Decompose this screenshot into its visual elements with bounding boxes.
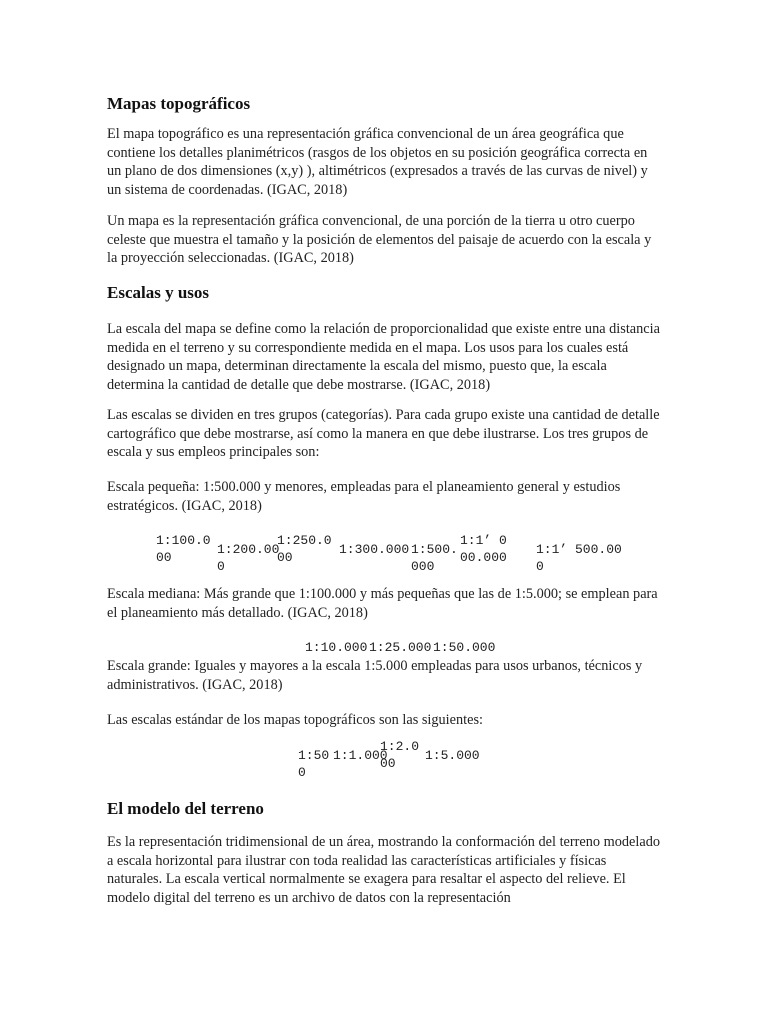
paragraph-escala-mediana: Escala mediana: Más grande que 1:100.000 y más pequeñas que las de 1:5.000; se emplean para el planeamiento más detallado. (IGAC, 2018) xyxy=(107,586,658,621)
paragraph-escala-definicion: La escala del mapa se define como la relación de proporcionalidad que existe entre una distancia medida en el terreno y su correspondiente medida en el mapa. Los usos para los cuales está designado un mapa, determinan directamente la escala del mismo, puesto que, la escala determina la cantidad de detalle que debe mostrarse. (IGAC, 2018) xyxy=(107,321,660,393)
scale-cell: 1:500 xyxy=(298,748,330,780)
scale-cell: 1:500.000 xyxy=(411,542,458,574)
scale-cell: 1:250.000 xyxy=(277,533,332,565)
paragraph-mapa-representacion: Un mapa es la representación gráfica convencional, de una porción de la tierra u otro cuerpo celeste que muestra el tamaño y la posición de elementos del paisaje de acuerdo con la escala y la proyección seleccionadas. (IGAC, 2018) xyxy=(107,213,652,267)
paragraph-modelo-terreno: Es la representación tridimensional de un área, mostrando la conformación del terreno modelado a escala horizontal para ilustrar con toda realidad las características artificiales y físicas naturales. La escala vertical normalmente se exagera para resaltar el aspecto del relieve. El modelo digital del terreno es un archivo de datos con la representación xyxy=(107,834,661,906)
scale-cell: 1:2.000 xyxy=(380,739,420,771)
heading-modelo-del-terreno: El modelo del terreno xyxy=(107,799,264,818)
paragraph-escala-pequena: Escala pequeña: 1:500.000 y menores, empleadas para el planeamiento general y estudios estratégicos. (IGAC, 2018) xyxy=(107,479,621,514)
scale-cell: 1:200.000 xyxy=(217,542,280,574)
scale-cell: 1:1’ 500.000 xyxy=(536,542,622,574)
paragraph-escala-grande: Escala grande: Iguales y mayores a la escala 1:5.000 empleadas para usos urbanos, técnicos y administrativos. (IGAC, 2018) xyxy=(107,658,643,693)
paragraph-mapa-definicion: El mapa topográfico es una representación gráfica convencional de un área geográfica que contiene los detalles planimétricos (rasgos de los objetos en su posición geográfica correcta en un plano de dos dimensiones (x,y) ), altimétricos (expresados a través de las curvas de nivel) y un sistema de coordenadas. (IGAC, 2018) xyxy=(107,126,648,198)
heading-escalas-y-usos: Escalas y usos xyxy=(107,283,210,302)
scale-cell: 1:100.000 xyxy=(156,533,211,565)
scale-cell: 1:1’ 000.000 xyxy=(460,533,507,565)
scale-cell: 1:5.000 xyxy=(425,748,480,763)
scale-cell: 1:25.000 xyxy=(369,640,432,655)
scale-cell: 1:10.000 xyxy=(305,640,368,655)
scale-cell: 1:1.000 xyxy=(333,748,388,763)
heading-mapas-topograficos: Mapas topográficos xyxy=(107,94,251,113)
scale-cell: 1:50.000 xyxy=(433,640,496,655)
paragraph-escalas-estandar: Las escalas estándar de los mapas topográficos son las siguientes: xyxy=(107,712,483,728)
scale-cell: 1:300.000 xyxy=(339,542,410,557)
paragraph-escalas-grupos: Las escalas se dividen en tres grupos (categorías). Para cada grupo existe una cantidad de detalle cartográfico que debe mostrarse, así como la manera en que debe ilustrarse. Los tres grupos de escala y sus empleos principales son: xyxy=(107,407,660,461)
